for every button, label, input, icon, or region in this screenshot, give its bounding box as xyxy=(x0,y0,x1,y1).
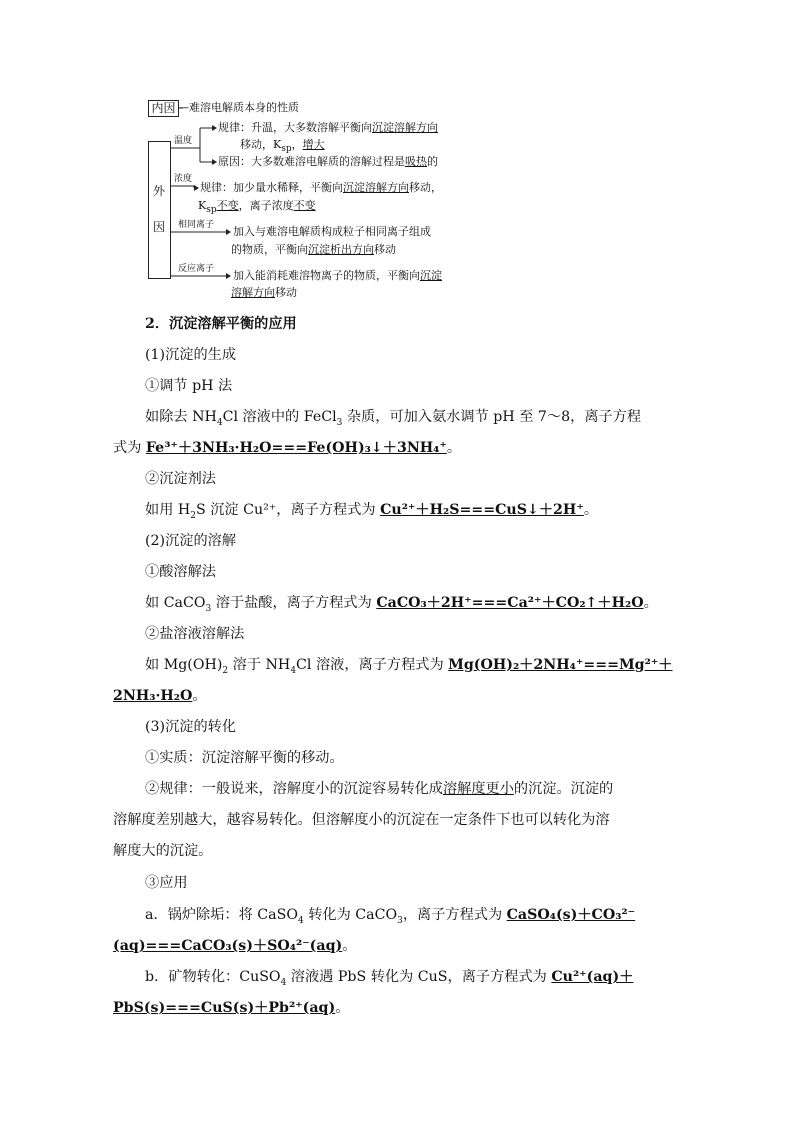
equation-5-part-2: (aq)===CaCO₃(s)＋SO₄²⁻(aq) xyxy=(113,938,343,954)
equation-6-part-1: Cu²⁺(aq)＋ xyxy=(551,969,634,985)
common-ion-label: 相同离子 xyxy=(178,220,215,230)
reacting-ion-line-2: 溶解方向移动 xyxy=(231,286,297,299)
temperature-rule-line-1: 规律：升温，大多数溶解平衡向沉淀溶解方向 xyxy=(218,121,438,134)
concentration-rule-line-1: 规律：加少量水稀释，平衡向沉淀溶解方向移动， xyxy=(200,181,442,194)
application-a-line-1: a．锅炉除垢：将 CaSO$_4$ 转化为 CaCO$_3$，离子方程式为 CaSO₄(s)＋CO₃²⁻ xyxy=(145,907,636,926)
outer-factor-box xyxy=(148,141,171,279)
inner-factor-label: 内因 xyxy=(151,101,176,115)
paragraph-3: 如 CaCO$_3$ 溶于盐酸，离子方程式为 CaCO₃＋2H⁺===Ca²⁺＋CO₂↑＋H₂O。 xyxy=(145,595,658,614)
equation-1: Fe³⁺＋3NH₃·H₂O===Fe(OH)₃↓＋3NH₄⁺ xyxy=(145,440,447,456)
method-4-title: ②盐溶液溶解法 xyxy=(145,626,245,642)
reacting-ion-label: 反应离子 xyxy=(178,264,215,274)
reacting-ion-line-1: 加入能消耗难溶物离子的物质，平衡向沉淀 xyxy=(233,269,442,282)
equation-5-part-1: CaSO₄(s)＋CO₃²⁻ xyxy=(506,907,636,923)
method-2-title: ②沉淀剂法 xyxy=(145,471,216,487)
equation-4-part-1: Mg(OH)₂＋2NH₄⁺===Mg²⁺＋ xyxy=(448,657,673,673)
concentration-rule-line-2: $K_{sp}$不变，离子浓度不变 xyxy=(198,199,316,216)
temperature-label: 温度 xyxy=(174,136,193,146)
conversion-essence: ①实质：沉淀溶解平衡的移动。 xyxy=(145,750,344,766)
paragraph-4-line-1: 如 $Mg(OH)_2$ 溶于 $NH_4Cl$ 溶液，离子方程式为 Mg(OH)₂＋2NH₄⁺===Mg²⁺＋ xyxy=(145,657,673,676)
conversion-rule-line-2: 溶解度差别越大，越容易转化。但溶解度小的沉淀在一定条件下也可以转化为溶 xyxy=(113,812,610,828)
equation-4-part-2: 2NH₃·H₂O xyxy=(113,688,193,704)
inner-factor-text: —难溶电解质本身的性质 xyxy=(178,101,299,114)
equation-6-part-2: PbS(s)===CuS(s)＋Pb²⁺(aq) xyxy=(113,1000,336,1016)
common-ion-line-1: 加入与难溶电解质构成粒子相同离子组成 xyxy=(233,225,431,238)
equation-2: Cu²⁺＋H₂S===CuS↓＋2H⁺ xyxy=(380,502,584,518)
method-1-title: ①调节 pH 法 xyxy=(145,378,233,394)
concentration-label: 浓度 xyxy=(174,174,193,184)
application-b-line-1: b．矿物转化：CuSO$_4$ 溶液遇 PbS 转化为 CuS，离子方程式为 Cu²⁺(aq)＋ xyxy=(145,969,634,988)
method-3-title: ①酸溶解法 xyxy=(145,564,216,580)
outer-factor-label-2: 因 xyxy=(153,220,166,234)
outer-factor-label-1: 外 xyxy=(153,184,166,198)
common-ion-line-2: 的物质，平衡向沉淀析出方向移动 xyxy=(231,243,396,256)
equation-3: CaCO₃＋2H⁺===Ca²⁺＋CO₂↑＋H₂O xyxy=(376,595,644,611)
paragraph-4-line-2: 2NH₃·H₂O。 xyxy=(113,688,207,704)
subsection-1-title: (1)沉淀的生成 xyxy=(145,347,237,363)
paragraph-1-line-1: 如除去 $NH_4Cl$ 溶液中的 FeCl$_3$ 杂质，可加入氨水调节 pH 至 7～8，离子方程 xyxy=(145,409,642,428)
section-2-title: 2．沉淀溶解平衡的应用 xyxy=(145,316,297,332)
temperature-rule-line-2: 移动，$K_{sp}$，增大 xyxy=(240,138,325,155)
factors-diagram xyxy=(0,0,794,310)
temperature-reason: 原因：大多数难溶电解质的溶解过程是吸热的 xyxy=(218,155,438,168)
subsection-3-title: (3)沉淀的转化 xyxy=(145,719,237,735)
application-b-line-2: PbS(s)===CuS(s)＋Pb²⁺(aq)。 xyxy=(113,1000,350,1016)
subsection-2-title: (2)沉淀的溶解 xyxy=(145,533,237,549)
application-a-line-2: (aq)===CaCO₃(s)＋SO₄²⁻(aq)。 xyxy=(113,938,357,954)
application-title: ③应用 xyxy=(145,875,188,891)
paragraph-1-line-2: 式为 Fe³⁺＋3NH₃·H₂O===Fe(OH)₃↓＋3NH₄⁺。 xyxy=(113,440,462,456)
paragraph-2: 如用 $H_2S$ 沉淀 Cu²⁺，离子方程式为 Cu²⁺＋H₂S===CuS↓＋2H⁺。 xyxy=(145,502,599,521)
conversion-rule-line-1: ②规律：一般说来，溶解度小的沉淀容易转化成溶解度更小的沉淀。沉淀的 xyxy=(145,781,614,797)
conversion-rule-line-3: 解度大的沉淀。 xyxy=(113,843,213,859)
inner-factor-box xyxy=(148,100,179,117)
